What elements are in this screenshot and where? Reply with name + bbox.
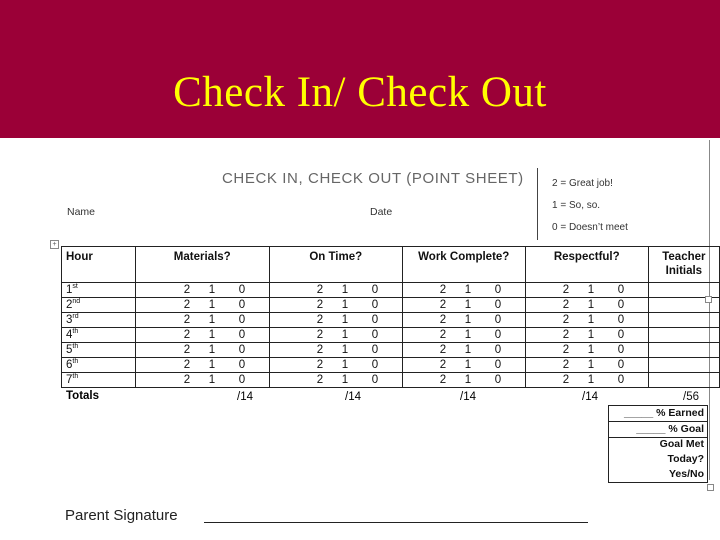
score-option[interactable]: 2 xyxy=(439,314,447,326)
score-options xyxy=(136,373,269,387)
score-options xyxy=(403,328,525,342)
score-cell[interactable] xyxy=(269,358,402,373)
total-work-complete: /14 xyxy=(460,391,476,403)
hour-number: 3 xyxy=(66,314,73,326)
score-cell[interactable] xyxy=(402,298,525,313)
score-option[interactable]: 2 xyxy=(439,299,447,311)
score-options xyxy=(403,283,525,297)
hour-suffix: st xyxy=(72,283,78,291)
score-option[interactable]: 1 xyxy=(208,284,216,296)
score-option[interactable]: 2 xyxy=(439,284,447,296)
parent-signature-line[interactable] xyxy=(204,522,588,523)
score-option[interactable]: 2 xyxy=(562,314,570,326)
score-option[interactable]: 1 xyxy=(464,374,472,386)
score-options xyxy=(403,343,525,357)
score-cell[interactable] xyxy=(525,298,648,313)
score-option[interactable]: 2 xyxy=(183,284,191,296)
score-option[interactable]: 0 xyxy=(371,374,379,386)
score-cell[interactable] xyxy=(402,313,525,328)
score-option[interactable]: 0 xyxy=(617,329,625,341)
score-options xyxy=(270,283,402,297)
score-options xyxy=(136,343,269,357)
hour-suffix: th xyxy=(72,373,79,381)
hour-cell xyxy=(62,298,136,313)
hour-number: 5 xyxy=(66,344,73,356)
score-option[interactable]: 0 xyxy=(238,314,246,326)
score-cell[interactable] xyxy=(135,298,269,313)
score-options xyxy=(136,328,269,342)
score-options xyxy=(270,328,402,342)
score-options xyxy=(526,298,648,312)
score-options xyxy=(403,373,525,387)
score-options xyxy=(270,313,402,327)
score-option[interactable]: 1 xyxy=(341,359,349,371)
score-option[interactable]: 0 xyxy=(494,344,502,356)
score-option[interactable]: 1 xyxy=(208,299,216,311)
score-option[interactable]: 0 xyxy=(617,344,625,356)
total-on-time: /14 xyxy=(345,391,361,403)
score-option[interactable]: 0 xyxy=(494,329,502,341)
score-option[interactable]: 1 xyxy=(341,344,349,356)
score-option[interactable]: 2 xyxy=(439,329,447,341)
hour-cell xyxy=(62,358,136,373)
score-option[interactable]: 1 xyxy=(341,329,349,341)
table-row xyxy=(62,373,720,388)
score-option[interactable]: 2 xyxy=(183,344,191,356)
score-option[interactable]: 0 xyxy=(238,329,246,341)
goal-met-line-1: Goal Met xyxy=(659,438,704,450)
goal-met-line-2: Today? xyxy=(667,453,704,465)
score-option[interactable]: 1 xyxy=(341,314,349,326)
score-option[interactable]: 2 xyxy=(316,359,324,371)
score-option[interactable]: 2 xyxy=(562,374,570,386)
score-cell[interactable] xyxy=(525,358,648,373)
table-row xyxy=(62,328,720,343)
score-option[interactable]: 0 xyxy=(494,299,502,311)
score-legend xyxy=(537,168,718,240)
score-option[interactable]: 2 xyxy=(439,374,447,386)
score-option[interactable]: 0 xyxy=(617,314,625,326)
score-option[interactable]: 2 xyxy=(562,359,570,371)
score-option[interactable]: 2 xyxy=(562,329,570,341)
score-options xyxy=(270,373,402,387)
score-options xyxy=(136,358,269,372)
score-option[interactable]: 1 xyxy=(341,299,349,311)
score-option[interactable]: 0 xyxy=(371,299,379,311)
slide-title: Check In/ Check Out xyxy=(173,69,547,116)
score-cell[interactable] xyxy=(525,373,648,388)
score-option[interactable]: 0 xyxy=(238,359,246,371)
score-options xyxy=(526,328,648,342)
score-option[interactable]: 0 xyxy=(371,284,379,296)
header-on-time: On Time? xyxy=(269,247,402,283)
table-row xyxy=(62,358,720,373)
score-option[interactable]: 0 xyxy=(494,284,502,296)
score-cell[interactable] xyxy=(135,283,269,298)
score-option[interactable]: 1 xyxy=(464,344,472,356)
score-option[interactable]: 1 xyxy=(464,359,472,371)
score-option[interactable]: 1 xyxy=(587,314,595,326)
score-option[interactable]: 0 xyxy=(371,314,379,326)
score-option[interactable]: 1 xyxy=(464,284,472,296)
score-cell[interactable] xyxy=(525,313,648,328)
score-option[interactable]: 1 xyxy=(587,359,595,371)
score-option[interactable]: 2 xyxy=(562,344,570,356)
score-cell[interactable] xyxy=(269,283,402,298)
table-row xyxy=(62,313,720,328)
score-option[interactable]: 0 xyxy=(371,344,379,356)
goal-divider xyxy=(609,421,707,422)
teacher-initials-cell[interactable] xyxy=(648,343,719,358)
table-row xyxy=(62,343,720,358)
score-option[interactable]: 2 xyxy=(562,284,570,296)
hour-cell xyxy=(62,313,136,328)
score-cell[interactable] xyxy=(135,328,269,343)
score-cell[interactable] xyxy=(402,373,525,388)
date-label: Date xyxy=(370,206,393,218)
score-option[interactable]: 1 xyxy=(341,374,349,386)
score-option[interactable]: 2 xyxy=(562,299,570,311)
score-option[interactable]: 1 xyxy=(587,329,595,341)
score-option[interactable]: 1 xyxy=(208,344,216,356)
score-option[interactable]: 2 xyxy=(183,374,191,386)
point-sheet-table xyxy=(61,246,720,388)
score-option[interactable]: 1 xyxy=(208,329,216,341)
goal-met-line-3: Yes/No xyxy=(668,468,704,480)
score-option[interactable]: 1 xyxy=(208,359,216,371)
total-materials: /14 xyxy=(237,391,253,403)
header-respectful: Respectful? xyxy=(525,247,648,283)
table-header-row xyxy=(62,247,720,283)
score-option[interactable]: 0 xyxy=(617,284,625,296)
teacher-initials-cell[interactable] xyxy=(648,313,719,328)
score-option[interactable]: 0 xyxy=(238,374,246,386)
score-option[interactable]: 0 xyxy=(617,359,625,371)
teacher-initials-cell[interactable] xyxy=(648,328,719,343)
score-options xyxy=(526,313,648,327)
header-materials: Materials? xyxy=(135,247,269,283)
score-options xyxy=(403,298,525,312)
score-cell[interactable] xyxy=(269,328,402,343)
teacher-initials-cell[interactable] xyxy=(648,373,719,388)
score-cell[interactable] xyxy=(525,343,648,358)
score-option[interactable]: 2 xyxy=(439,359,447,371)
score-option[interactable]: 1 xyxy=(587,284,595,296)
legend-item-1: 1 = So, so. xyxy=(552,200,601,211)
hour-cell xyxy=(62,373,136,388)
score-cell[interactable] xyxy=(402,283,525,298)
score-option[interactable]: 0 xyxy=(371,329,379,341)
score-option[interactable]: 2 xyxy=(183,299,191,311)
score-option[interactable]: 2 xyxy=(316,299,324,311)
score-option[interactable]: 1 xyxy=(464,299,472,311)
hour-suffix: th xyxy=(72,343,79,351)
score-cell[interactable] xyxy=(135,343,269,358)
teacher-initials-cell[interactable] xyxy=(648,358,719,373)
score-options xyxy=(270,343,402,357)
hour-suffix: nd xyxy=(72,298,81,306)
score-option[interactable]: 2 xyxy=(316,374,324,386)
score-option[interactable]: 2 xyxy=(183,329,191,341)
score-option[interactable]: 0 xyxy=(494,359,502,371)
hour-number: 4 xyxy=(66,329,73,341)
score-cell[interactable] xyxy=(269,373,402,388)
score-option[interactable]: 0 xyxy=(238,344,246,356)
score-options xyxy=(136,313,269,327)
sheet-title: CHECK IN, CHECK OUT (POINT SHEET) xyxy=(222,170,524,187)
score-option[interactable]: 0 xyxy=(494,314,502,326)
total-respectful: /14 xyxy=(582,391,598,403)
score-cell[interactable] xyxy=(525,283,648,298)
score-options xyxy=(270,358,402,372)
totals-label: Totals xyxy=(66,390,100,402)
table-resize-handle-icon[interactable] xyxy=(707,484,714,491)
score-cell[interactable] xyxy=(402,328,525,343)
score-options xyxy=(403,313,525,327)
score-option[interactable]: 1 xyxy=(587,344,595,356)
score-option[interactable]: 1 xyxy=(464,314,472,326)
score-option[interactable]: 2 xyxy=(183,359,191,371)
goal-box xyxy=(608,405,708,483)
score-cell[interactable] xyxy=(402,343,525,358)
score-options xyxy=(526,373,648,387)
score-options xyxy=(526,358,648,372)
score-option[interactable]: 0 xyxy=(238,299,246,311)
score-cell[interactable] xyxy=(269,343,402,358)
hour-number: 6 xyxy=(66,359,73,371)
hour-number: 1 xyxy=(66,284,73,296)
score-options xyxy=(136,298,269,312)
legend-item-2: 2 = Great job! xyxy=(552,178,613,189)
hour-suffix: rd xyxy=(72,313,79,321)
score-cell[interactable] xyxy=(135,373,269,388)
header-work-complete: Work Complete? xyxy=(402,247,525,283)
row-resize-handle-icon[interactable] xyxy=(705,296,712,303)
hour-cell xyxy=(62,328,136,343)
totals-row xyxy=(61,389,606,405)
table-move-handle-icon[interactable]: + xyxy=(50,240,59,249)
hour-cell xyxy=(62,283,136,298)
hour-suffix: th xyxy=(72,358,79,366)
score-options xyxy=(526,343,648,357)
score-option[interactable]: 0 xyxy=(617,374,625,386)
parent-signature-label: Parent Signature xyxy=(65,507,178,524)
score-cell[interactable] xyxy=(135,313,269,328)
score-options xyxy=(526,283,648,297)
table-row xyxy=(62,283,720,298)
score-cell[interactable] xyxy=(269,298,402,313)
score-cell[interactable] xyxy=(269,313,402,328)
name-label: Name xyxy=(67,206,96,218)
score-option[interactable]: 2 xyxy=(316,314,324,326)
score-option[interactable]: 1 xyxy=(341,284,349,296)
score-options xyxy=(403,358,525,372)
score-options xyxy=(136,283,269,297)
legend-item-0: 0 = Doesn’t meet xyxy=(552,222,628,233)
total-overall: /56 xyxy=(683,391,699,403)
score-option[interactable]: 1 xyxy=(208,314,216,326)
hour-number: 7 xyxy=(66,374,73,386)
score-option[interactable]: 1 xyxy=(587,374,595,386)
score-option[interactable]: 2 xyxy=(316,344,324,356)
score-option[interactable]: 1 xyxy=(587,299,595,311)
score-option[interactable]: 1 xyxy=(464,329,472,341)
score-option[interactable]: 2 xyxy=(316,329,324,341)
score-option[interactable]: 2 xyxy=(183,314,191,326)
score-option[interactable]: 2 xyxy=(439,344,447,356)
score-cell[interactable] xyxy=(135,358,269,373)
score-option[interactable]: 1 xyxy=(208,374,216,386)
score-cell[interactable] xyxy=(402,358,525,373)
score-option[interactable]: 0 xyxy=(494,374,502,386)
score-option[interactable]: 0 xyxy=(371,359,379,371)
score-option[interactable]: 0 xyxy=(238,284,246,296)
header-teacher-initials: Teacher Initials xyxy=(648,247,719,283)
header-hour: Hour xyxy=(62,247,136,283)
score-cell[interactable] xyxy=(525,328,648,343)
hour-number: 2 xyxy=(66,299,73,311)
slide-title-banner xyxy=(0,0,720,138)
percent-goal: _____ % Goal xyxy=(636,423,704,435)
percent-earned: _____ % Earned xyxy=(624,407,704,419)
hour-suffix: th xyxy=(72,328,79,336)
score-option[interactable]: 2 xyxy=(316,284,324,296)
score-option[interactable]: 0 xyxy=(617,299,625,311)
table-row xyxy=(62,298,720,313)
score-options xyxy=(270,298,402,312)
hour-cell xyxy=(62,343,136,358)
